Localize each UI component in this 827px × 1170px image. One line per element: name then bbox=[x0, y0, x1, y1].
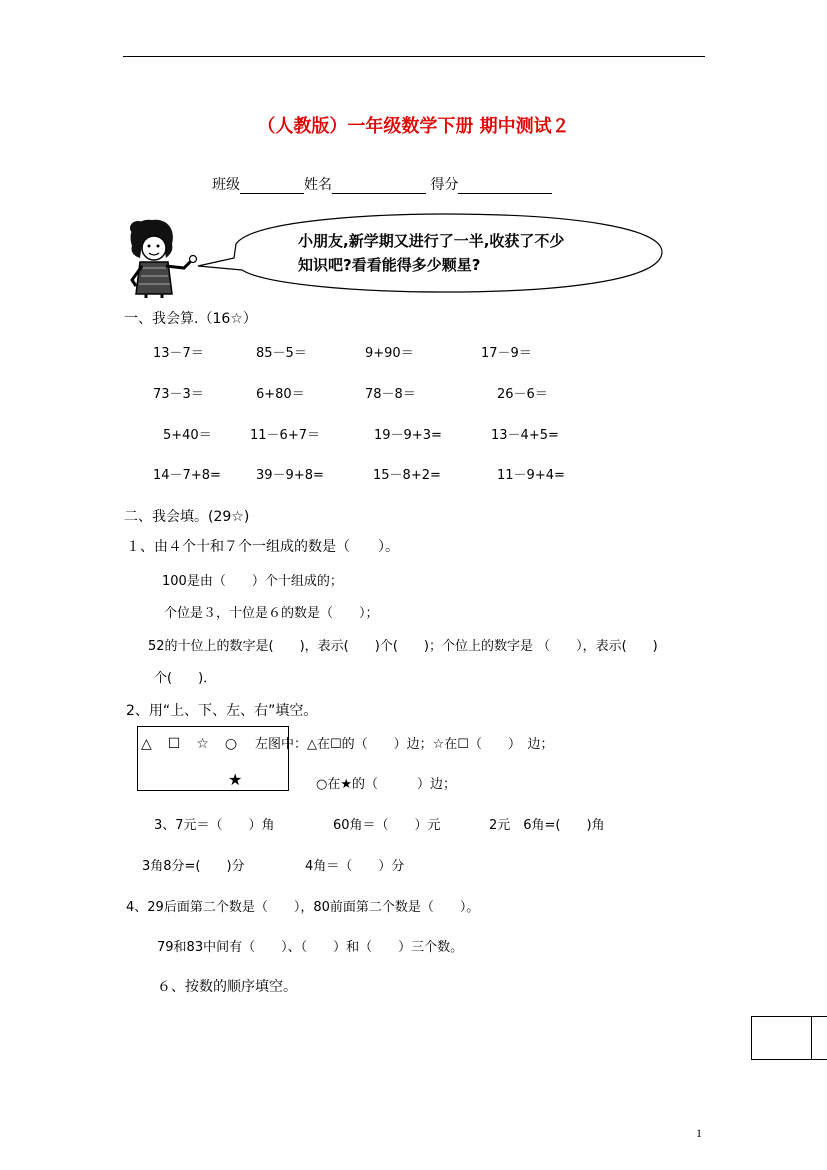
question-6: ６、按数的顺序填空。 bbox=[157, 979, 297, 995]
calc-item: 19－9+3= bbox=[374, 428, 442, 443]
header-rule bbox=[123, 56, 705, 57]
girl-illustration bbox=[118, 216, 198, 298]
question-3a: 3、7元＝（ ）角 bbox=[154, 818, 275, 833]
question-3b: 60角＝（ ）元 bbox=[333, 818, 441, 833]
question-4a: 79和83中间有（ ）、（ ）和（ ）三个数。 bbox=[157, 940, 464, 955]
calc-item: 13－7＝ bbox=[153, 346, 204, 361]
page-title: （人教版）一年级数学下册 期中测试２ bbox=[257, 116, 570, 137]
calc-item: 11－6+7＝ bbox=[250, 428, 320, 443]
student-info-line bbox=[212, 174, 552, 194]
score-box bbox=[751, 1016, 827, 1060]
calc-item: 73－3＝ bbox=[153, 387, 204, 402]
calc-item: 14－7+8= bbox=[153, 468, 221, 483]
calc-item: 9+90＝ bbox=[365, 346, 414, 361]
calc-item: 78－8＝ bbox=[365, 387, 416, 402]
calc-item: 13－4+5= bbox=[491, 428, 559, 443]
name-label: 姓名 bbox=[304, 177, 332, 193]
calc-item: 11－9+4= bbox=[497, 468, 565, 483]
question-2: 2、用“上、下、左、右”填空。 bbox=[126, 703, 318, 719]
question-3d: 3角8分=( )分 bbox=[142, 859, 245, 874]
section1-heading: 一、我会算.（16☆） bbox=[124, 311, 257, 327]
score-label: 得分 bbox=[430, 177, 459, 193]
score-box-divider bbox=[811, 1016, 812, 1059]
shape-row: △ ☐ ☆ ○ bbox=[141, 736, 239, 752]
question-3c: 2元 6角=( )角 bbox=[489, 818, 605, 833]
page-number: 1 bbox=[696, 1126, 702, 1140]
calc-item: 6+80＝ bbox=[256, 387, 305, 402]
calc-item: 17－9＝ bbox=[481, 346, 532, 361]
bubble-text-line1: 小朋友,新学期又进行了一半,收获了不少 bbox=[298, 232, 565, 250]
name-blank[interactable] bbox=[332, 179, 426, 194]
question-1: １、由４个十和７个一组成的数是（ ）。 bbox=[126, 539, 399, 555]
question-2-line1: 左图中：△在☐的（ ）边；☆在☐（ ） 边； bbox=[255, 737, 554, 752]
question-1d: 个( )． bbox=[154, 671, 217, 686]
calc-item: 5+40＝ bbox=[163, 428, 212, 443]
question-1c: 52的十位上的数字是( )，表示( )个( )；个位上的数字是 （ ），表示( ) bbox=[148, 639, 658, 654]
calc-item: 85－5＝ bbox=[256, 346, 307, 361]
calc-item: 26－6＝ bbox=[497, 387, 548, 402]
question-4: 4、29后面第二个数是（ ），80前面第二个数是（ ）。 bbox=[126, 900, 480, 915]
section2-heading: 二、我会填。(29☆) bbox=[124, 509, 250, 525]
bubble-text-line2: 知识吧?看看能得多少颗星? bbox=[298, 256, 481, 274]
question-2-line2: ○在★的（ ）边； bbox=[316, 777, 456, 792]
calc-item: 15－8+2= bbox=[373, 468, 441, 483]
question-3e: 4角＝（ ）分 bbox=[305, 859, 405, 874]
star-shape: ★ bbox=[228, 770, 243, 789]
question-1a: 100是由（ ）个十组成的； bbox=[162, 574, 343, 589]
class-blank[interactable] bbox=[240, 179, 304, 194]
calc-item: 39－9+8= bbox=[256, 468, 324, 483]
score-blank[interactable] bbox=[458, 179, 552, 194]
class-label: 班级 bbox=[212, 177, 240, 193]
question-1b: 个位是３，十位是６的数是（ ）； bbox=[164, 606, 379, 621]
